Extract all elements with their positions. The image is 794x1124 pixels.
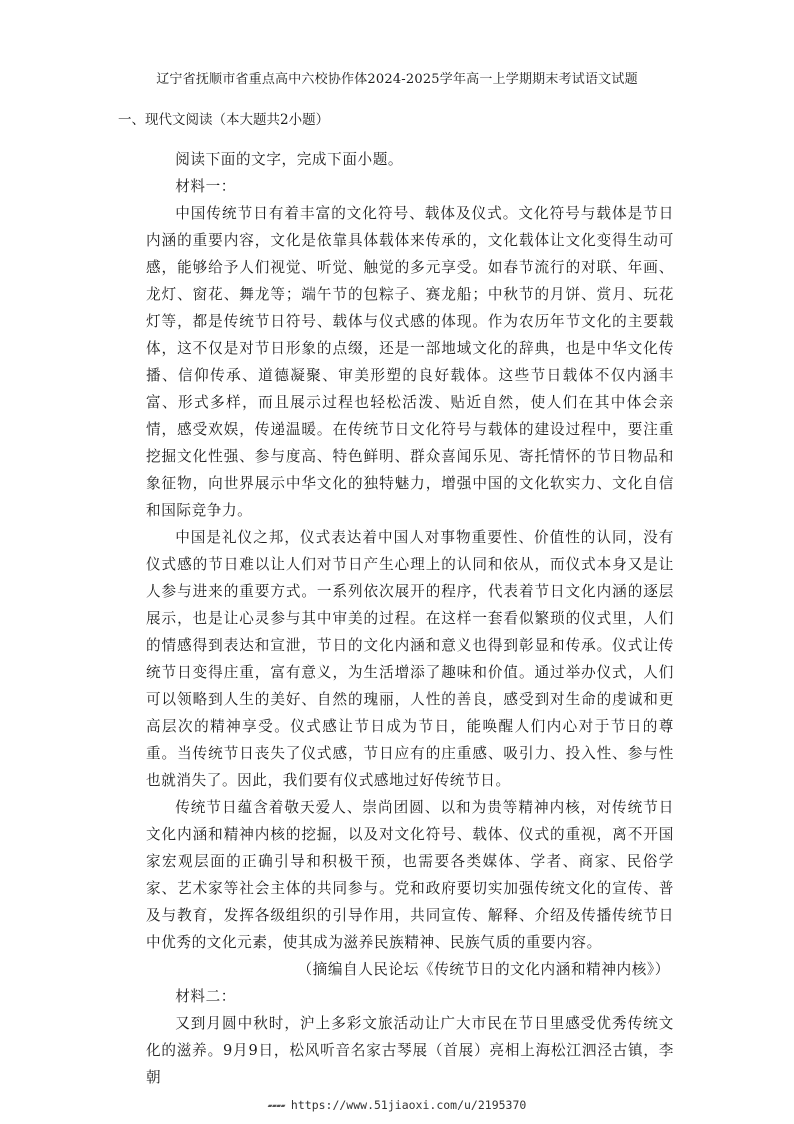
material1-label: 材料一： <box>175 178 236 195</box>
document-title: 辽宁省抚顺市省重点高中六校协作体2024-2025学年高一上学期期末考试语文试题 <box>156 72 638 87</box>
footer-url-link[interactable]: https://www.51jiaoxi.com/u/2195370 <box>290 1098 527 1112</box>
document-body <box>146 146 674 1091</box>
material2-label: 材料二： <box>175 988 236 1005</box>
instruction-text: 阅读下面的文字，完成下面小题。 <box>175 151 404 168</box>
section-heading: 一、现代文阅读（本大题共2小题） <box>118 112 330 128</box>
material2-paragraph-1: 又到月圆中秋时，沪上多彩文旅活动让广大市民在节日里感受优秀传统文化的滋养。9月9日，松风听音名家古琴展（首展）亮相上海松江泗泾古镇，李朝 <box>146 1015 674 1086</box>
material1-paragraph-2: 中国是礼仪之邦，仪式表达着中国人对事物重要性、价值性的认同，没有仪式感的节日难以让人们对节日产生心理上的认同和依从，而仪式本身又是让人参与进来的重要方式。一系列依次展开的程序，代表着节日文化内涵的逐层展示，也是让心灵参与其中审美的过程。在这样一套看似繁琐的仪式里，人们的情感得到表达和宣泄，节日的文化内涵和意义也得到彰显和传承。仪式让传统节日变得庄重，富有意义，为生活增添了趣味和价值。通过举办仪式，人们可以领略到人生的美好、自然的瑰丽，人性的善良，感受到对生命的虔诚和更高层次的精神享受。仪式感让节日成为节日，能唤醒人们内心对于节日的尊重。当传统节日丧失了仪式感，节日应有的庄重感、吸引力、投入性、参与性也就消失了。因此，我们要有仪式感地过好传统节日。 <box>146 529 674 789</box>
material1-paragraph-3: 传统节日蕴含着敬天爱人、崇尚团圆、以和为贵等精神内核，对传统节日文化内涵和精神内核的挖掘，以及对文化符号、载体、仪式的重视，离不开国家宏观层面的正确引导和积极干预，也需要各类媒体、学者、商家、民俗学家、艺术家等社会主体的共同参与。党和政府要切实加强传统文化的宣传、普及与教育，发挥各级组织的引导作用，共同宣传、解释、介绍及传播传统节日中优秀的文化元素，使其成为滋养民族精神、民族气质的重要内容。 <box>146 799 674 951</box>
site-logo-icon: ▰▰▰▰ <box>267 1101 285 1110</box>
material1-source: （摘编自人民论坛《传统节日的文化内涵和精神内核》） <box>297 961 670 978</box>
material1-paragraph-1: 中国传统节日有着丰富的文化符号、载体及仪式。文化符号与载体是节日内涵的重要内容，文化是依靠具体载体来传承的，文化载体让文化变得生动可感，能够给予人们视觉、听觉、触觉的多元享受。如春节流行的对联、年画、龙灯、窗花、舞龙等；端午节的包粽子、赛龙船；中秋节的月饼、赏月、玩花灯等，都是传统节日符号、载体与仪式感的体现。作为农历年节文化的主要载体，这不仅是对节日形象的点缀，还是一部地域文化的辞典，也是中华文化传播、信仰传承、道德凝聚、审美形塑的良好载体。这些节日载体不仅内涵丰富、形式多样，而且展示过程也轻松活泼、贴近自然，使人们在其中体会亲情，感受欢娱，传递温暖。在传统节日文化符号与载体的建设过程中，要注重挖掘文化性强、参与度高、特色鲜明、群众喜闻乐见、寄托情怀的节日物品和象征物，向世界展示中华文化的独特魅力，增强中国的文化软实力、文化自信和国际竞争力。 <box>146 205 674 519</box>
page-footer <box>0 1098 794 1112</box>
